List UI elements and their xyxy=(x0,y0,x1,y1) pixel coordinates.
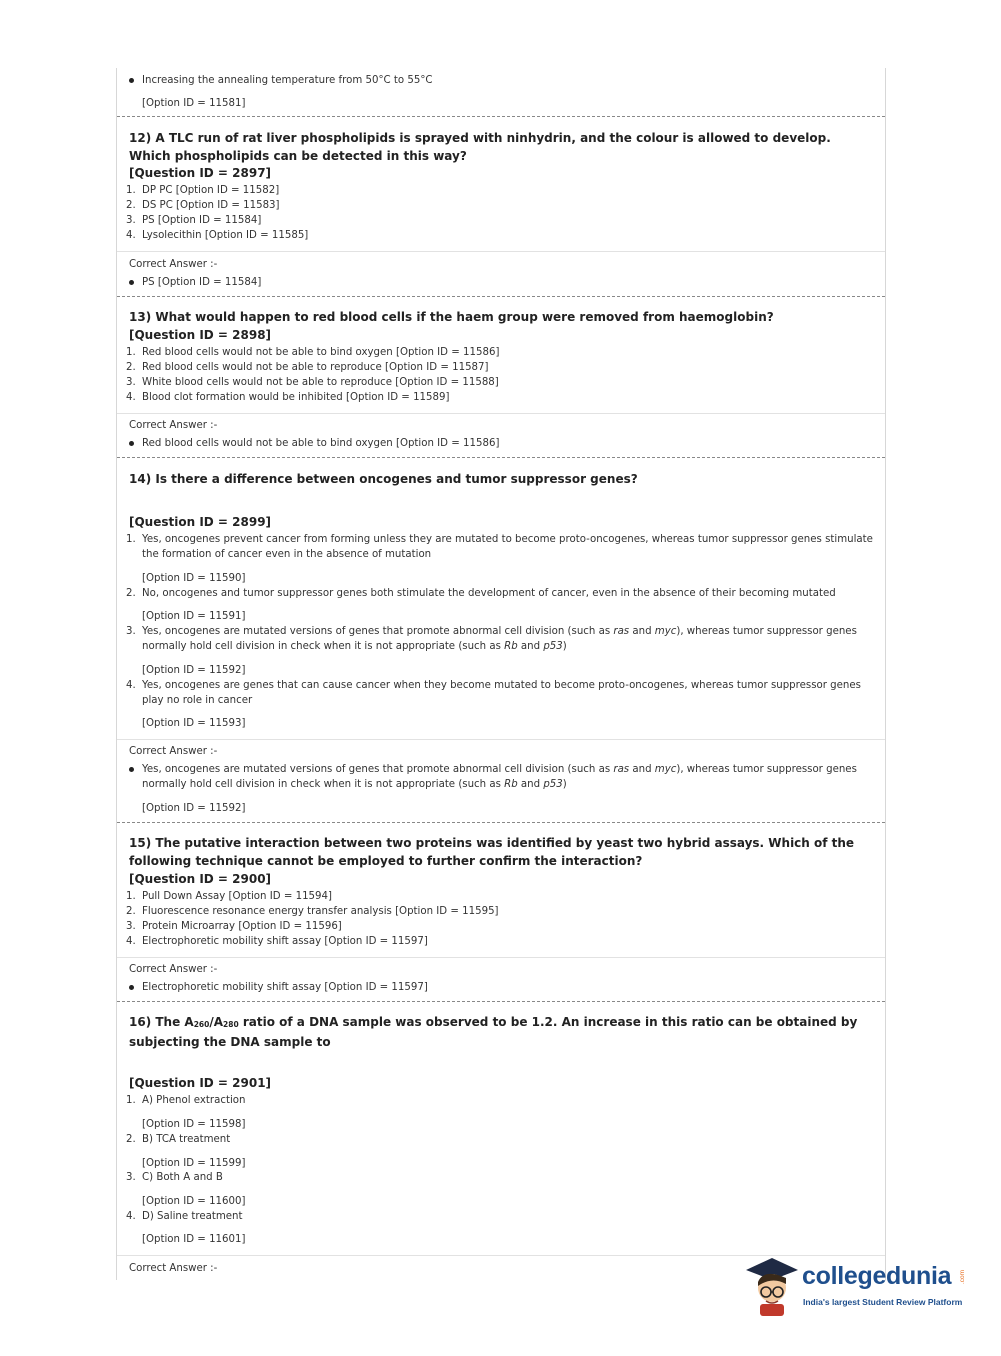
q14-option-1: 1. Yes, oncogenes prevent cancer from forming unless they are mutated to become proto-oncogenes, whereas tumor suppressor genes stimulate the formation of cancer even in the absence of mutation xyxy=(126,534,873,560)
brand-tagline: India's largest Student Review Platform xyxy=(803,1297,963,1307)
q12-option-2: 2. DS PC [Option ID = 11583] xyxy=(126,200,280,211)
option-id: [Option ID = 11598] xyxy=(142,1119,246,1130)
q15-option-2: 2. Fluorescence resonance energy transfer analysis [Option ID = 11595] xyxy=(126,906,499,917)
correct-answer-label: Correct Answer :- xyxy=(129,420,218,431)
option-id: [Option ID = 11581] xyxy=(142,98,246,109)
brand-name: collegedunia xyxy=(802,1262,952,1290)
q13-option-4: 4. Blood clot formation would be inhibited [Option ID = 11589] xyxy=(126,392,450,403)
question-separator xyxy=(117,822,885,823)
question-15-title: 15) The putative interaction between two proteins was identified by yeast two hybrid assays. Which of the following technique cannot be employed to further confirm the interaction? xyxy=(129,836,855,868)
mascot-icon xyxy=(742,1250,802,1320)
question-13-title: 13) What would happen to red blood cells if the haem group were removed from haemoglobin? xyxy=(129,310,774,324)
exam-sheet xyxy=(116,68,886,1280)
option-id: [Option ID = 11592] xyxy=(142,665,246,676)
q15-option-4: 4. Electrophoretic mobility shift assay [Option ID = 11597] xyxy=(126,936,428,947)
option-id: [Option ID = 11599] xyxy=(142,1158,246,1169)
q12-option-1: 1. DP PC [Option ID = 11582] xyxy=(126,185,280,196)
q13-option-2: 2. Red blood cells would not be able to reproduce [Option ID = 11587] xyxy=(126,362,489,373)
option-id: [Option ID = 11593] xyxy=(142,718,246,729)
correct-answer-label: Correct Answer :- xyxy=(129,964,218,975)
q14-option-4: 4. Yes, oncogenes are genes that can cause cancer when they become mutated to become proto-oncogenes, whereas tumor suppressor genes play no role in cancer xyxy=(126,680,861,706)
answer-divider xyxy=(117,739,885,740)
q16-option-4: 4. D) Saline treatment xyxy=(126,1211,243,1222)
question-14-title: 14) Is there a difference between oncogenes and tumor suppressor genes? xyxy=(129,472,638,486)
bullet-dot xyxy=(129,280,134,285)
option-id: [Option ID = 11590] xyxy=(142,573,246,584)
q15-option-3: 3. Protein Microarray [Option ID = 11596] xyxy=(126,921,342,932)
option-id: [Option ID = 11592] xyxy=(142,803,246,814)
correct-answer-label: Correct Answer :- xyxy=(129,746,218,757)
collegedunia-logo[interactable] xyxy=(742,1250,972,1320)
option-id: [Option ID = 11601] xyxy=(142,1234,246,1245)
q15-option-1: 1. Pull Down Assay [Option ID = 11594] xyxy=(126,891,332,902)
question-15-id: [Question ID = 2900] xyxy=(129,872,272,886)
q12-option-4: 4. Lysolecithin [Option ID = 11585] xyxy=(126,230,309,241)
question-12-id: [Question ID = 2897] xyxy=(129,166,272,180)
q16-option-2: 2. B) TCA treatment xyxy=(126,1134,231,1145)
q14-option-3: 3. Yes, oncogenes are mutated versions of genes that promote abnormal cell division (such as ras and myc), whereas tumor suppressor genes normally hold cell division in check when it is not appropriate (such as Rb and p53) xyxy=(126,626,857,652)
option-id: [Option ID = 11591] xyxy=(142,611,246,622)
bullet-dot xyxy=(129,985,134,990)
q13-correct-answer: Red blood cells would not be able to bind oxygen [Option ID = 11586] xyxy=(129,436,873,451)
bullet-dot xyxy=(129,441,134,446)
correct-answer-label: Correct Answer :- xyxy=(129,1263,218,1274)
option-id: [Option ID = 11600] xyxy=(142,1196,246,1207)
q16-option-3: 3. C) Both A and B xyxy=(126,1172,223,1183)
q12-option-3: 3. PS [Option ID = 11584] xyxy=(126,215,262,226)
answer-divider xyxy=(117,957,885,958)
question-12-title: 12) A TLC run of rat liver phospholipids is sprayed with ninhydrin, and the colour is allowed to develop. Which phospholipids can be detected in this way? xyxy=(129,131,831,163)
brand-domain: .com xyxy=(959,1270,966,1285)
question-separator xyxy=(117,116,885,117)
question-separator xyxy=(117,296,885,297)
q16-option-1: 1. A) Phenol extraction xyxy=(126,1095,246,1106)
q14-option-2: 2. No, oncogenes and tumor suppressor genes both stimulate the development of cancer, even in the absence of their becoming mutated xyxy=(126,588,836,599)
question-separator xyxy=(117,457,885,458)
q13-option-3: 3. White blood cells would not be able to reproduce [Option ID = 11588] xyxy=(126,377,499,388)
q13-option-1: 1. Red blood cells would not be able to bind oxygen [Option ID = 11586] xyxy=(126,347,500,358)
answer-divider xyxy=(117,413,885,414)
q14-correct-answer: Yes, oncogenes are mutated versions of genes that promote abnormal cell division (such as ras and myc), whereas tumor suppressor genes normally hold cell division in check when it is not appropriate (such as Rb and p53) xyxy=(129,762,873,792)
question-separator xyxy=(117,1001,885,1002)
answer-divider xyxy=(117,251,885,252)
question-16-title: 16) The $A_{260}/A_{280}$ ratio of a DNA sample was observed to be 1.2. An increase in this ratio can be obtained by subjecting the DNA sample to xyxy=(129,1015,858,1049)
previous-correct-answer: Increasing the annealing temperature from 50°C to 55°C xyxy=(129,73,873,88)
question-16-id: [Question ID = 2901] xyxy=(129,1076,272,1090)
correct-answer-label: Correct Answer :- xyxy=(129,259,218,270)
bullet-dot xyxy=(129,767,134,772)
question-14-id: [Question ID = 2899] xyxy=(129,515,272,529)
question-13-id: [Question ID = 2898] xyxy=(129,328,272,342)
bullet-dot xyxy=(129,78,134,83)
q15-correct-answer: Electrophoretic mobility shift assay [Option ID = 11597] xyxy=(129,980,873,995)
q12-correct-answer: PS [Option ID = 11584] xyxy=(129,275,873,290)
